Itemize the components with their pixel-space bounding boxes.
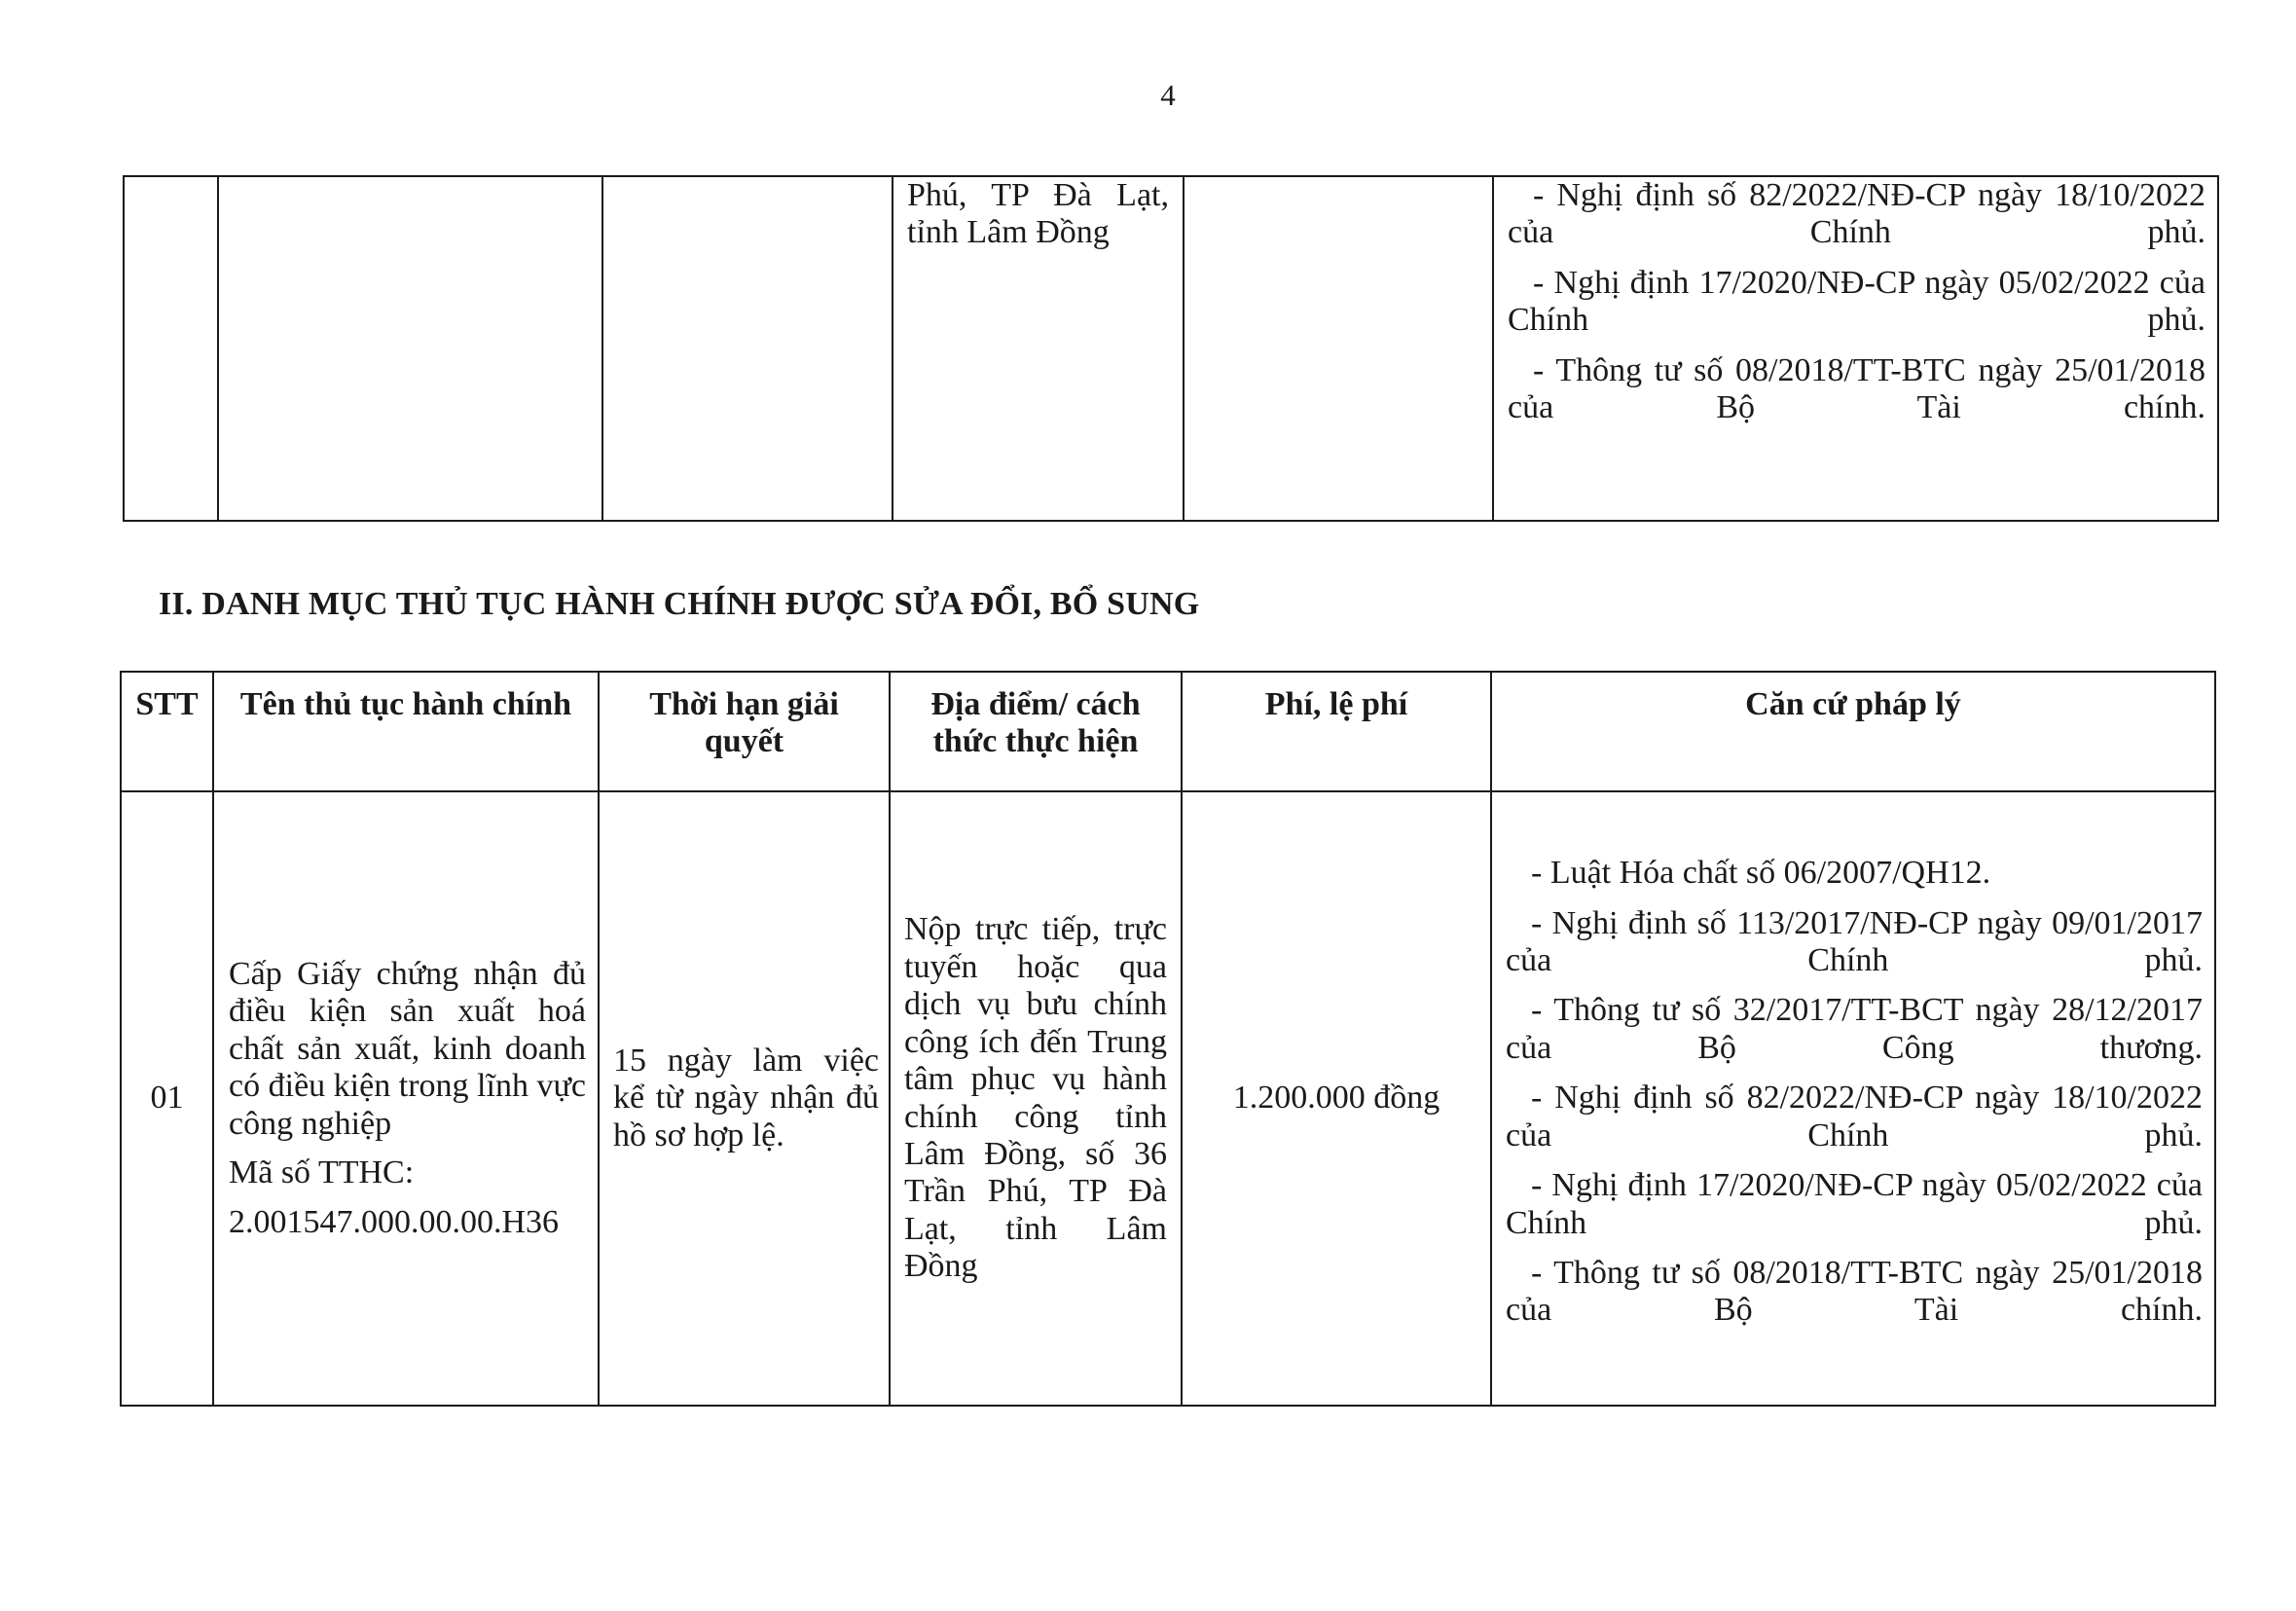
stt-cell xyxy=(124,176,218,521)
procedure-code-label: Mã số TTHC: xyxy=(229,1154,415,1191)
column-header-procedure-name: Tên thủ tục hành chính xyxy=(213,672,599,791)
column-header-location: Địa điểm/ cách thức thực hiện xyxy=(890,672,1182,791)
legal-basis-item: - Nghị định 17/2020/NĐ-CP ngày 05/02/2022 của Chính phủ. xyxy=(1506,1167,2203,1241)
legal-basis-item: - Nghị định số 113/2017/NĐ-CP ngày 09/01/2017 của Chính phủ. xyxy=(1506,904,2203,979)
legal-basis-item: - Luật Hóa chất số 06/2007/QH12. xyxy=(1531,855,1991,892)
table-row xyxy=(121,791,2215,1406)
column-header-processing-time: Thời hạn giải quyết xyxy=(599,672,890,791)
legal-basis-cell xyxy=(1491,791,2215,1406)
section-title: II. DANH MỤC THỦ TỤC HÀNH CHÍNH ĐƯỢC SỬA ĐỔI, BỔ SUNG xyxy=(159,586,1200,622)
processing-time-cell: 15 ngày làm việc kể từ ngày nhận đủ hồ sơ hợp lệ. xyxy=(599,791,890,1406)
legal-basis-item: - Thông tư số 08/2018/TT-BTC ngày 25/01/2018 của Bộ Tài chính. xyxy=(1508,351,2205,426)
legal-basis-item: - Nghị định số 82/2022/NĐ-CP ngày 18/10/2022 của Chính phủ. xyxy=(1506,1080,2203,1153)
continued-table xyxy=(123,175,2219,522)
legal-basis-item: - Nghị định số 82/2022/NĐ-CP ngày 18/10/2022 của Chính phủ. xyxy=(1508,177,2205,251)
column-header-fee: Phí, lệ phí xyxy=(1182,672,1491,791)
procedure-name-cell xyxy=(218,176,602,521)
table-row xyxy=(124,176,2218,521)
procedure-code: 2.001547.000.00.00.H36 xyxy=(229,1203,560,1240)
stt-cell: 01 xyxy=(121,791,213,1406)
processing-time-cell xyxy=(602,176,893,521)
legal-basis-item: - Nghị định 17/2020/NĐ-CP ngày 05/02/2022 của Chính phủ. xyxy=(1508,264,2205,339)
procedures-table xyxy=(120,671,2216,1407)
column-header-stt: STT xyxy=(121,672,213,791)
column-header-legal-basis: Căn cứ pháp lý xyxy=(1491,672,2215,791)
location-cell: Phú, TP Đà Lạt, tỉnh Lâm Đồng xyxy=(893,176,1184,521)
fee-cell: 1.200.000 đồng xyxy=(1182,791,1491,1406)
legal-basis-cell xyxy=(1493,176,2218,521)
procedure-name-cell xyxy=(213,791,599,1406)
page-number: 4 xyxy=(1160,78,1176,112)
location-cell: Nộp trực tiếp, trực tuyến hoặc qua dịch vụ bưu chính công ích đến Trung tâm phục vụ hành chính công tỉnh Lâm Đồng, số 36 Trần Phú, TP Đà Lạt, tỉnh Lâm Đồng xyxy=(890,791,1182,1406)
legal-basis-item: - Thông tư số 08/2018/TT-BTC ngày 25/01/2018 của Bộ Tài chính. xyxy=(1506,1254,2203,1329)
fee-cell xyxy=(1184,176,1493,521)
procedure-name: Cấp Giấy chứng nhận đủ điều kiện sản xuất hoá chất sản xuất, kinh doanh có điều kiện trong lĩnh vực công nghiệp xyxy=(229,956,586,1142)
table-header-row xyxy=(121,672,2215,791)
legal-basis-item: - Thông tư số 32/2017/TT-BCT ngày 28/12/2017 của Bộ Công thương. xyxy=(1506,992,2203,1066)
